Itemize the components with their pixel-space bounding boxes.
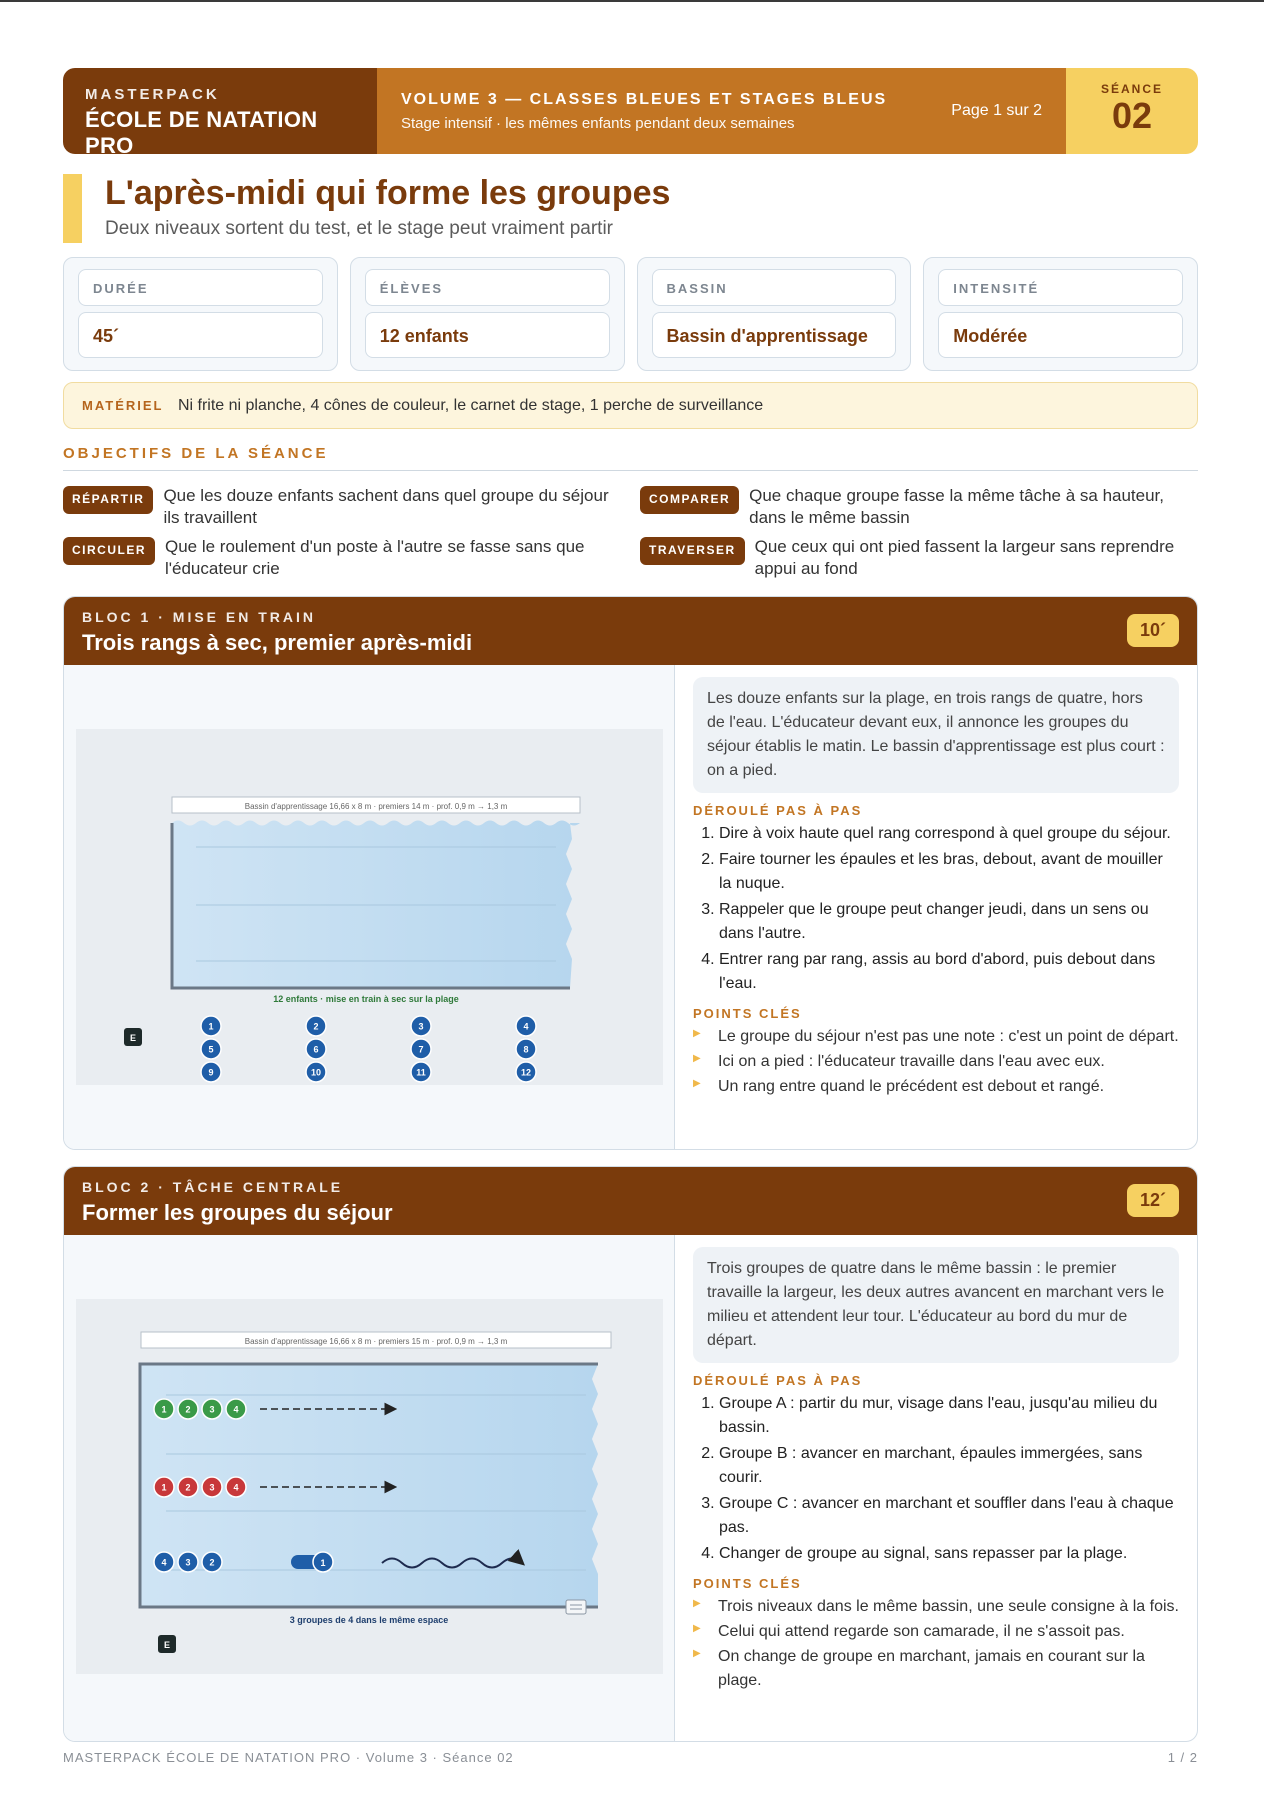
- step-item: 1. Groupe A : partir du mur, visage dans l'eau, jusqu'au milieu du bassin.: [719, 1392, 1179, 1440]
- volume-block: [377, 68, 1066, 154]
- swimmer-token-number: 1: [208, 1021, 214, 1032]
- materiel-bar: [63, 382, 1198, 429]
- materiel-text: Ni frite ni planche, 4 cônes de couleur, le carnet de stage, 1 perche de surveillance: [177, 397, 764, 414]
- swimmer-token-number: 12: [520, 1067, 532, 1078]
- card-eleves: [350, 257, 625, 371]
- objective-item: [640, 485, 1198, 529]
- info-cards: [63, 257, 1198, 371]
- steps-list: [719, 822, 1179, 996]
- bloc-2: [63, 1166, 1198, 1742]
- pool-water: [172, 821, 580, 989]
- card-label: ÉLÈVES: [365, 269, 610, 306]
- bloc-intro: Trois groupes de quatre dans le même bassin : le premier travaille la largeur, les deux autres avancent en marchant vers le milieu et attendent leur tour. L'éducateur au bord du mur de départ.: [693, 1247, 1179, 1363]
- bloc-header: [64, 597, 1197, 665]
- lead-swimmer-number: 1: [320, 1558, 326, 1568]
- volume-title: VOLUME 3 — CLASSES BLEUES ET STAGES BLEUS: [401, 90, 888, 108]
- brand-block: [63, 68, 377, 154]
- seance-number: 02: [1111, 95, 1153, 136]
- step-item: 1. Dire à voix haute quel rang correspond à quel groupe du séjour.: [719, 822, 1179, 846]
- bloc-body: [64, 1235, 1197, 1742]
- objective-item: [63, 485, 618, 529]
- step-item: 2. Faire tourner les épaules et les bras, debout, avant de mouiller la nuque.: [719, 848, 1179, 896]
- swimmer-token-number: 4: [523, 1021, 529, 1032]
- key-item: ▶ On change de groupe en marchant, jamais en courant sur la plage.: [693, 1645, 1179, 1695]
- educator-label: E: [163, 1640, 171, 1650]
- keys-label: POINTS CLÉS: [693, 1576, 802, 1591]
- swimmer-token-blue-number: 4: [161, 1557, 167, 1568]
- materiel-label: MATÉRIEL: [82, 398, 164, 413]
- swimmer-token-number: 3: [418, 1021, 424, 1032]
- swimmer-token-red-number: 2: [185, 1482, 191, 1493]
- steps-label: DÉROULÉ PAS À PAS: [693, 803, 863, 818]
- step-item: 4. Changer de groupe au signal, sans repasser par la plage.: [719, 1542, 1179, 1566]
- objective-text: Que le roulement d'un poste à l'autre se fasse sans que l'éducateur crie: [165, 537, 585, 579]
- swimmer-token-red-number: 3: [209, 1482, 215, 1493]
- key-item: ▶ Ici on a pied : l'éducateur travaille dans l'eau avec eux.: [693, 1050, 1179, 1075]
- bloc-1: [63, 596, 1198, 1150]
- objective-tag: CIRCULER: [63, 537, 155, 565]
- card-label: BASSIN: [652, 269, 897, 306]
- bloc-body: [64, 665, 1197, 1150]
- pool-label: Bassin d'apprentissage 16,66 x 8 m · premiers 14 m · prof. 0,9 m → 1,3 m: [244, 802, 508, 811]
- key-item: ▶ Trois niveaux dans le même bassin, une seule consigne à la fois.: [693, 1595, 1179, 1620]
- bloc-duration: 10´: [1127, 614, 1179, 647]
- card-value: Modérée: [938, 312, 1183, 358]
- keys-list: [693, 1025, 1179, 1099]
- steps-label: DÉROULÉ PAS À PAS: [693, 1373, 863, 1388]
- group-blue: [154, 1552, 222, 1572]
- keys-label: POINTS CLÉS: [693, 1006, 802, 1021]
- page-subtitle: Deux niveaux sortent du test, et le stage peut vraiment partir: [105, 218, 613, 239]
- bloc-diagram-panel: [64, 665, 675, 1150]
- bloc-kicker: BLOC 2 · TÂCHE CENTRALE: [82, 1179, 344, 1195]
- step-item: 3. Rappeler que le groupe peut changer jeudi, dans un sens ou dans l'autre.: [719, 898, 1179, 946]
- seance-label: SÉANCE: [1100, 82, 1163, 96]
- title-accent: [63, 174, 82, 243]
- card-label: DURÉE: [78, 269, 323, 306]
- educator-label: E: [129, 1033, 137, 1043]
- pool-label: Bassin d'apprentissage 16,66 x 8 m · premiers 15 m · prof. 0,9 m → 1,3 m: [244, 1337, 508, 1346]
- objectives-title: OBJECTIFS DE LA SÉANCE: [63, 445, 329, 462]
- swimmer-token-green-number: 2: [185, 1404, 191, 1415]
- swimmer-token-number: 10: [310, 1067, 322, 1078]
- bloc-intro: Les douze enfants sur la plage, en trois rangs de quatre, hors de l'eau. L'éducateur devant eux, il annonce les groupes du séjour établis le matin. Le bassin d'apprentissage est plus court : on a pied.: [693, 677, 1179, 793]
- objective-tag: RÉPARTIR: [63, 486, 153, 514]
- swimmer-token-number: 6: [313, 1044, 319, 1055]
- page-footer: [63, 1750, 1198, 1765]
- footer-page: 1 / 2: [1167, 1750, 1198, 1765]
- swimmer-token-green-number: 4: [233, 1404, 239, 1415]
- card-value: 45´: [78, 312, 323, 358]
- pool-diagram-1: [76, 729, 663, 1085]
- seance-block: [1066, 68, 1198, 154]
- footer-left: MASTERPACK ÉCOLE DE NATATION PRO · Volume 3 · Séance 02: [63, 1750, 514, 1765]
- objective-item: [640, 536, 1198, 580]
- page-header: [63, 68, 1198, 154]
- card-duree: [63, 257, 338, 371]
- keys-list: [693, 1595, 1179, 1694]
- swimmer-token-blue-number: 2: [209, 1557, 215, 1568]
- swimmer-token-blue-number: 3: [185, 1557, 191, 1568]
- swimmer-token-number: 11: [416, 1067, 426, 1078]
- bloc-title: Trois rangs à sec, premier après-midi: [82, 630, 473, 655]
- objective-item: [63, 536, 618, 580]
- bloc-title: Former les groupes du séjour: [82, 1200, 393, 1225]
- card-value: Bassin d'apprentissage: [652, 312, 897, 358]
- swimmer-token-number: 2: [313, 1021, 319, 1032]
- key-item: ▶ Celui qui attend regarde son camarade, il ne s'assoit pas.: [693, 1620, 1179, 1645]
- step-item: 3. Groupe C : avancer en marchant et souffler dans l'eau à chaque pas.: [719, 1492, 1179, 1540]
- objectives-rule: [63, 470, 1198, 471]
- pool-diagram-2: [76, 1299, 663, 1674]
- steps-list: [719, 1392, 1179, 1566]
- card-intensite: [923, 257, 1198, 371]
- card-label: INTENSITÉ: [938, 269, 1183, 306]
- card-value: 12 enfants: [365, 312, 610, 358]
- volume-subtitle: Stage intensif · les mêmes enfants pendant deux semaines: [401, 114, 795, 132]
- swimmer-token-number: 9: [208, 1067, 214, 1078]
- swimmer-token-green-number: 1: [161, 1404, 167, 1415]
- swimmer-token-red-number: 4: [233, 1482, 239, 1493]
- card-bassin: [637, 257, 912, 371]
- swimmer-grid: [201, 1016, 536, 1082]
- bloc-text-panel: [675, 1235, 1197, 1742]
- objective-tag: TRAVERSER: [640, 537, 745, 565]
- diagram-caption: 12 enfants · mise en train à sec sur la plage: [273, 994, 459, 1004]
- bloc-text-panel: [675, 665, 1197, 1150]
- bloc-duration: 12´: [1127, 1184, 1179, 1217]
- step-item: 4. Entrer rang par rang, assis au bord d'abord, puis debout dans l'eau.: [719, 948, 1179, 996]
- swimmer-token-number: 7: [418, 1044, 424, 1055]
- page-title: L'après-midi qui forme les groupes: [105, 174, 671, 212]
- objective-text: Que ceux qui ont pied fassent la largeur sans reprendre appui au fond: [754, 537, 1175, 579]
- bloc-diagram-panel: [64, 1235, 675, 1742]
- key-item: ▶ Un rang entre quand le précédent est debout et rangé.: [693, 1075, 1179, 1100]
- step-item: 2. Groupe B : avancer en marchant, épaules immergées, sans courir.: [719, 1442, 1179, 1490]
- page-indicator: Page 1 sur 2: [951, 102, 1042, 119]
- swimmer-token-number: 5: [208, 1044, 214, 1055]
- objective-tag: COMPARER: [640, 486, 739, 514]
- objective-text: Que les douze enfants sachent dans quel groupe du séjour ils travaillent: [163, 486, 609, 528]
- brand-name: ÉCOLE DE NATATION PRO: [85, 107, 318, 154]
- key-item: ▶ Le groupe du séjour n'est pas une note : c'est un point de départ.: [693, 1025, 1179, 1050]
- swimmer-token-number: 8: [523, 1044, 529, 1055]
- brand-kicker: MASTERPACK: [85, 86, 220, 103]
- top-rule: [0, 0, 1264, 2]
- diagram-caption: 3 groupes de 4 dans le même espace: [289, 1615, 449, 1625]
- objective-text: Que chaque groupe fasse la même tâche à sa hauteur, dans le même bassin: [749, 486, 1165, 528]
- bloc-kicker: BLOC 1 · MISE EN TRAIN: [82, 609, 317, 625]
- swimmer-token-red-number: 1: [161, 1482, 167, 1493]
- bloc-header: [64, 1167, 1197, 1235]
- notebook-icon: [566, 1600, 586, 1614]
- swimmer-token-green-number: 3: [209, 1404, 215, 1415]
